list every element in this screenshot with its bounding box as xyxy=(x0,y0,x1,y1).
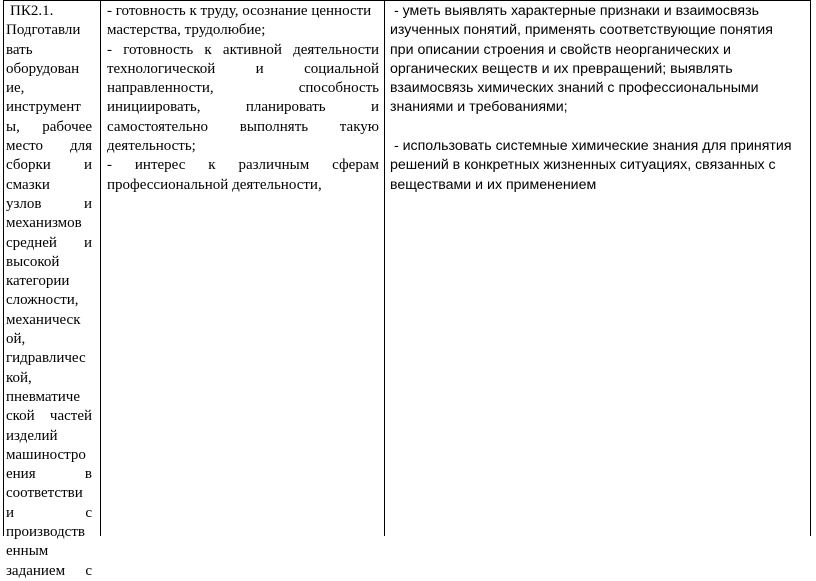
text-line: веществами и их применением xyxy=(390,176,597,193)
text-line: ской частей xyxy=(6,408,92,425)
table-top-border xyxy=(3,0,811,1)
text-line: деятельность; xyxy=(107,138,196,155)
text-line: ения в xyxy=(6,466,92,483)
text-line: направленности, способность xyxy=(107,80,379,97)
paragraph-gap xyxy=(390,118,808,137)
text-line: взаимосвязь химических знаний с профессиональными xyxy=(390,80,759,97)
text-line: механическ xyxy=(6,311,81,328)
text-line: - готовность к активной деятельности xyxy=(107,41,379,58)
text-line: ПК2.1. xyxy=(10,3,54,19)
text-line: решений в конкретных жизненных ситуациях, связанных с xyxy=(390,157,776,174)
text-line: мастерства, трудолюбие; xyxy=(107,22,266,39)
text-line: гидравличес xyxy=(6,350,86,367)
text-line: смазки xyxy=(6,176,50,193)
text-line: - интерес к различным сферам xyxy=(107,157,379,174)
text-line: изделий xyxy=(6,427,58,444)
text-line: инициировать, планировать и xyxy=(107,99,379,116)
text-line: и с xyxy=(6,504,92,521)
text-line: вать xyxy=(6,41,33,58)
text-line: - уметь выявлять характерные признаки и взаимосвязь xyxy=(390,3,759,19)
table-left-border xyxy=(3,0,4,536)
text-line: место для xyxy=(6,138,92,155)
text-line: самостоятельно выполнять такую xyxy=(107,118,379,135)
text-line: сборки и xyxy=(6,157,92,174)
text-line: ы, рабочее xyxy=(6,118,92,135)
personal-results-cell xyxy=(107,2,379,195)
text-line: механизмов xyxy=(6,215,82,232)
text-line: инструмент xyxy=(6,99,81,116)
text-line: сложности, xyxy=(6,292,79,309)
text-line: органических веществ и их превращений; выявлять xyxy=(390,60,733,77)
text-line: средней и xyxy=(6,234,92,251)
text-line: узлов и xyxy=(6,195,92,212)
text-line: высокой xyxy=(6,253,60,270)
text-line: профессиональной деятельности, xyxy=(107,176,322,193)
text-line: - готовность к труду, осознание ценности xyxy=(107,3,372,19)
text-line: технологической и социальной xyxy=(107,60,379,77)
text-line: ой, xyxy=(6,331,26,348)
text-line: машиностро xyxy=(6,446,86,463)
competency-code-cell xyxy=(6,2,92,581)
text-line: заданием с xyxy=(6,562,92,579)
text-line: Подготавли xyxy=(6,22,81,39)
text-line: пневматиче xyxy=(6,388,80,405)
text-line: знаниями и требованиями; xyxy=(390,99,568,116)
text-line: ие, xyxy=(6,80,25,97)
text-line: оборудован xyxy=(6,60,80,77)
text-line: производств xyxy=(6,524,85,541)
subject-results-cell xyxy=(390,2,808,195)
text-line: енным xyxy=(6,543,49,560)
text-line: кой, xyxy=(6,369,32,386)
table-right-border xyxy=(810,0,811,536)
text-line: соответстви xyxy=(6,485,83,502)
column-divider-2 xyxy=(384,0,385,536)
column-divider-1 xyxy=(100,0,101,536)
text-line: категории xyxy=(6,273,70,290)
text-line: при описании строения и свойств неорганических и xyxy=(390,41,731,58)
text-line: изученных понятий, применять соответствующие понятия xyxy=(390,22,773,39)
text-line: - использовать системные химические знания для принятия xyxy=(390,138,792,155)
